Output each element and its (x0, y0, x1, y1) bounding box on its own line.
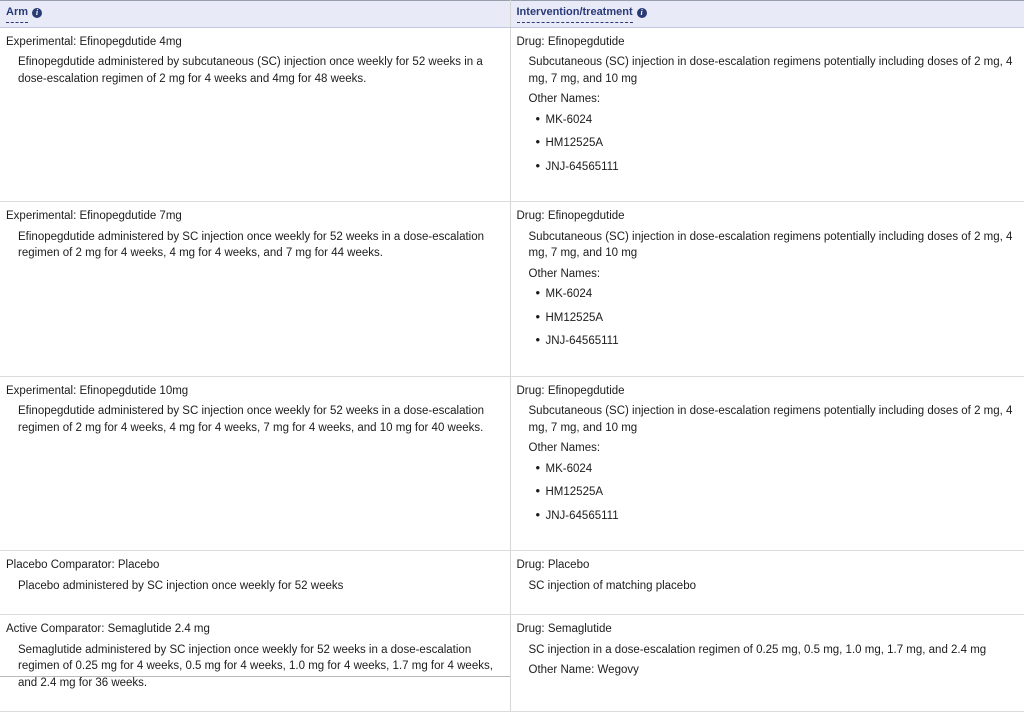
arm-description: Efinopegdutide administered by subcutaneous (SC) injection once weekly for 52 weeks in a dose-escalation regimen of 2 mg for 4 weeks and 4mg for 48 weeks. (18, 56, 483, 85)
table-row (0, 376, 1024, 551)
other-names-label: Other Names: (528, 442, 601, 454)
other-name-line: Other Name: Wegovy (528, 664, 639, 676)
other-name-item: • JNJ-64565111 (529, 508, 1017, 525)
arm-title: Experimental: Efinopegdutide 4mg (6, 35, 182, 48)
other-name-item: • HM12525A (529, 310, 1017, 327)
other-names-label: Other Names: (528, 267, 601, 280)
intervention-label: Drug: Semaglutide (516, 623, 612, 635)
other-name-item: • MK-6024 (529, 286, 1017, 303)
other-name-item: • MK-6024 (529, 461, 1017, 478)
other-name-item: • JNJ-64565111 (529, 159, 1017, 176)
arm-title: Experimental: Efinopegdutide 10mg (6, 384, 189, 397)
arm-cell (0, 27, 510, 202)
table-row (0, 551, 1024, 615)
intervention-description: SC injection in a dose-escalation regimen of 0.25 mg, 0.5 mg, 1.0 mg, 1.7 mg, and 2.4 mg (528, 643, 987, 656)
intervention-column-header[interactable] (517, 4, 647, 23)
arm-cell (0, 202, 510, 377)
intervention-cell (510, 27, 1024, 202)
other-name-item: • HM12525A (529, 484, 1017, 501)
arm-description: Efinopegdutide administered by SC injection once weekly for 52 weeks in a dose-escalation regimen of 2 mg for 4 weeks, 4 mg for 4 weeks, and 7 mg for 44 weeks. (18, 230, 485, 259)
intervention-label: Drug: Efinopegdutide (516, 210, 625, 222)
arm-title: Experimental: Efinopegdutide 7mg (6, 210, 182, 222)
intervention-description: Subcutaneous (SC) injection in dose-escalation regimens potentially including doses of 2 mg, 4 mg, 7 mg, and 10 mg (528, 405, 1013, 434)
info-icon[interactable]: i (637, 8, 647, 18)
intervention-column-header-cell (510, 1, 1024, 28)
intervention-cell (510, 551, 1024, 615)
other-name-item: • MK-6024 (529, 112, 1017, 129)
intervention-description: Subcutaneous (SC) injection in dose-escalation regimens potentially including doses of 2 mg, 4 mg, 7 mg, and 10 mg (528, 56, 1013, 85)
other-names-list (517, 461, 1017, 525)
intervention-description: SC injection of matching placebo (528, 579, 696, 592)
table-row (0, 202, 1024, 377)
arm-title: Placebo Comparator: Placebo (6, 559, 160, 571)
arm-description: Placebo administered by SC injection once weekly for 52 weeks (18, 579, 344, 592)
other-names-list (517, 112, 1017, 176)
info-icon[interactable]: i (32, 8, 42, 18)
arm-description: Semaglutide administered by SC injection once weekly for 52 weeks in a dose-escalation regimen of 0.25 mg for 4 weeks, 0.5 mg for 4 weeks, 1.0 mg for 4 weeks, 1.7 mg for 4 weeks, and 2.4 mg for 36 weeks. (18, 643, 493, 689)
intervention-description: Subcutaneous (SC) injection in dose-escalation regimens potentially including doses of 2 mg, 4 mg, 7 mg, and 10 mg (528, 230, 1013, 259)
intervention-column-label: Intervention/treatment (517, 4, 633, 23)
intervention-cell (510, 202, 1024, 377)
arm-column-label: Arm (6, 4, 28, 23)
intervention-cell (510, 376, 1024, 551)
intervention-label: Drug: Placebo (516, 559, 590, 571)
intervention-cell (510, 615, 1024, 712)
other-names-list (517, 286, 1017, 350)
table-row (0, 27, 1024, 202)
other-names-label: Other Names: (528, 93, 601, 105)
intervention-label: Drug: Efinopegdutide (516, 35, 625, 48)
arm-column-header-cell (0, 1, 510, 28)
other-name-item: • JNJ-64565111 (529, 333, 1017, 350)
intervention-label: Drug: Efinopegdutide (516, 384, 625, 397)
arm-cell (0, 551, 510, 615)
other-name-item: • HM12525A (529, 135, 1017, 152)
table-row (0, 615, 1024, 712)
arm-cell (0, 376, 510, 551)
arm-title: Active Comparator: Semaglutide 2.4 mg (6, 623, 210, 635)
arm-cell (0, 615, 510, 712)
table-header-row (0, 1, 1024, 28)
arm-column-header[interactable] (6, 4, 42, 23)
arm-description: Efinopegdutide administered by SC injection once weekly for 52 weeks in a dose-escalation regimen of 2 mg for 4 weeks, 4 mg for 4 weeks, 7 mg for 4 weeks, and 10 mg for 40 weeks. (18, 405, 485, 434)
